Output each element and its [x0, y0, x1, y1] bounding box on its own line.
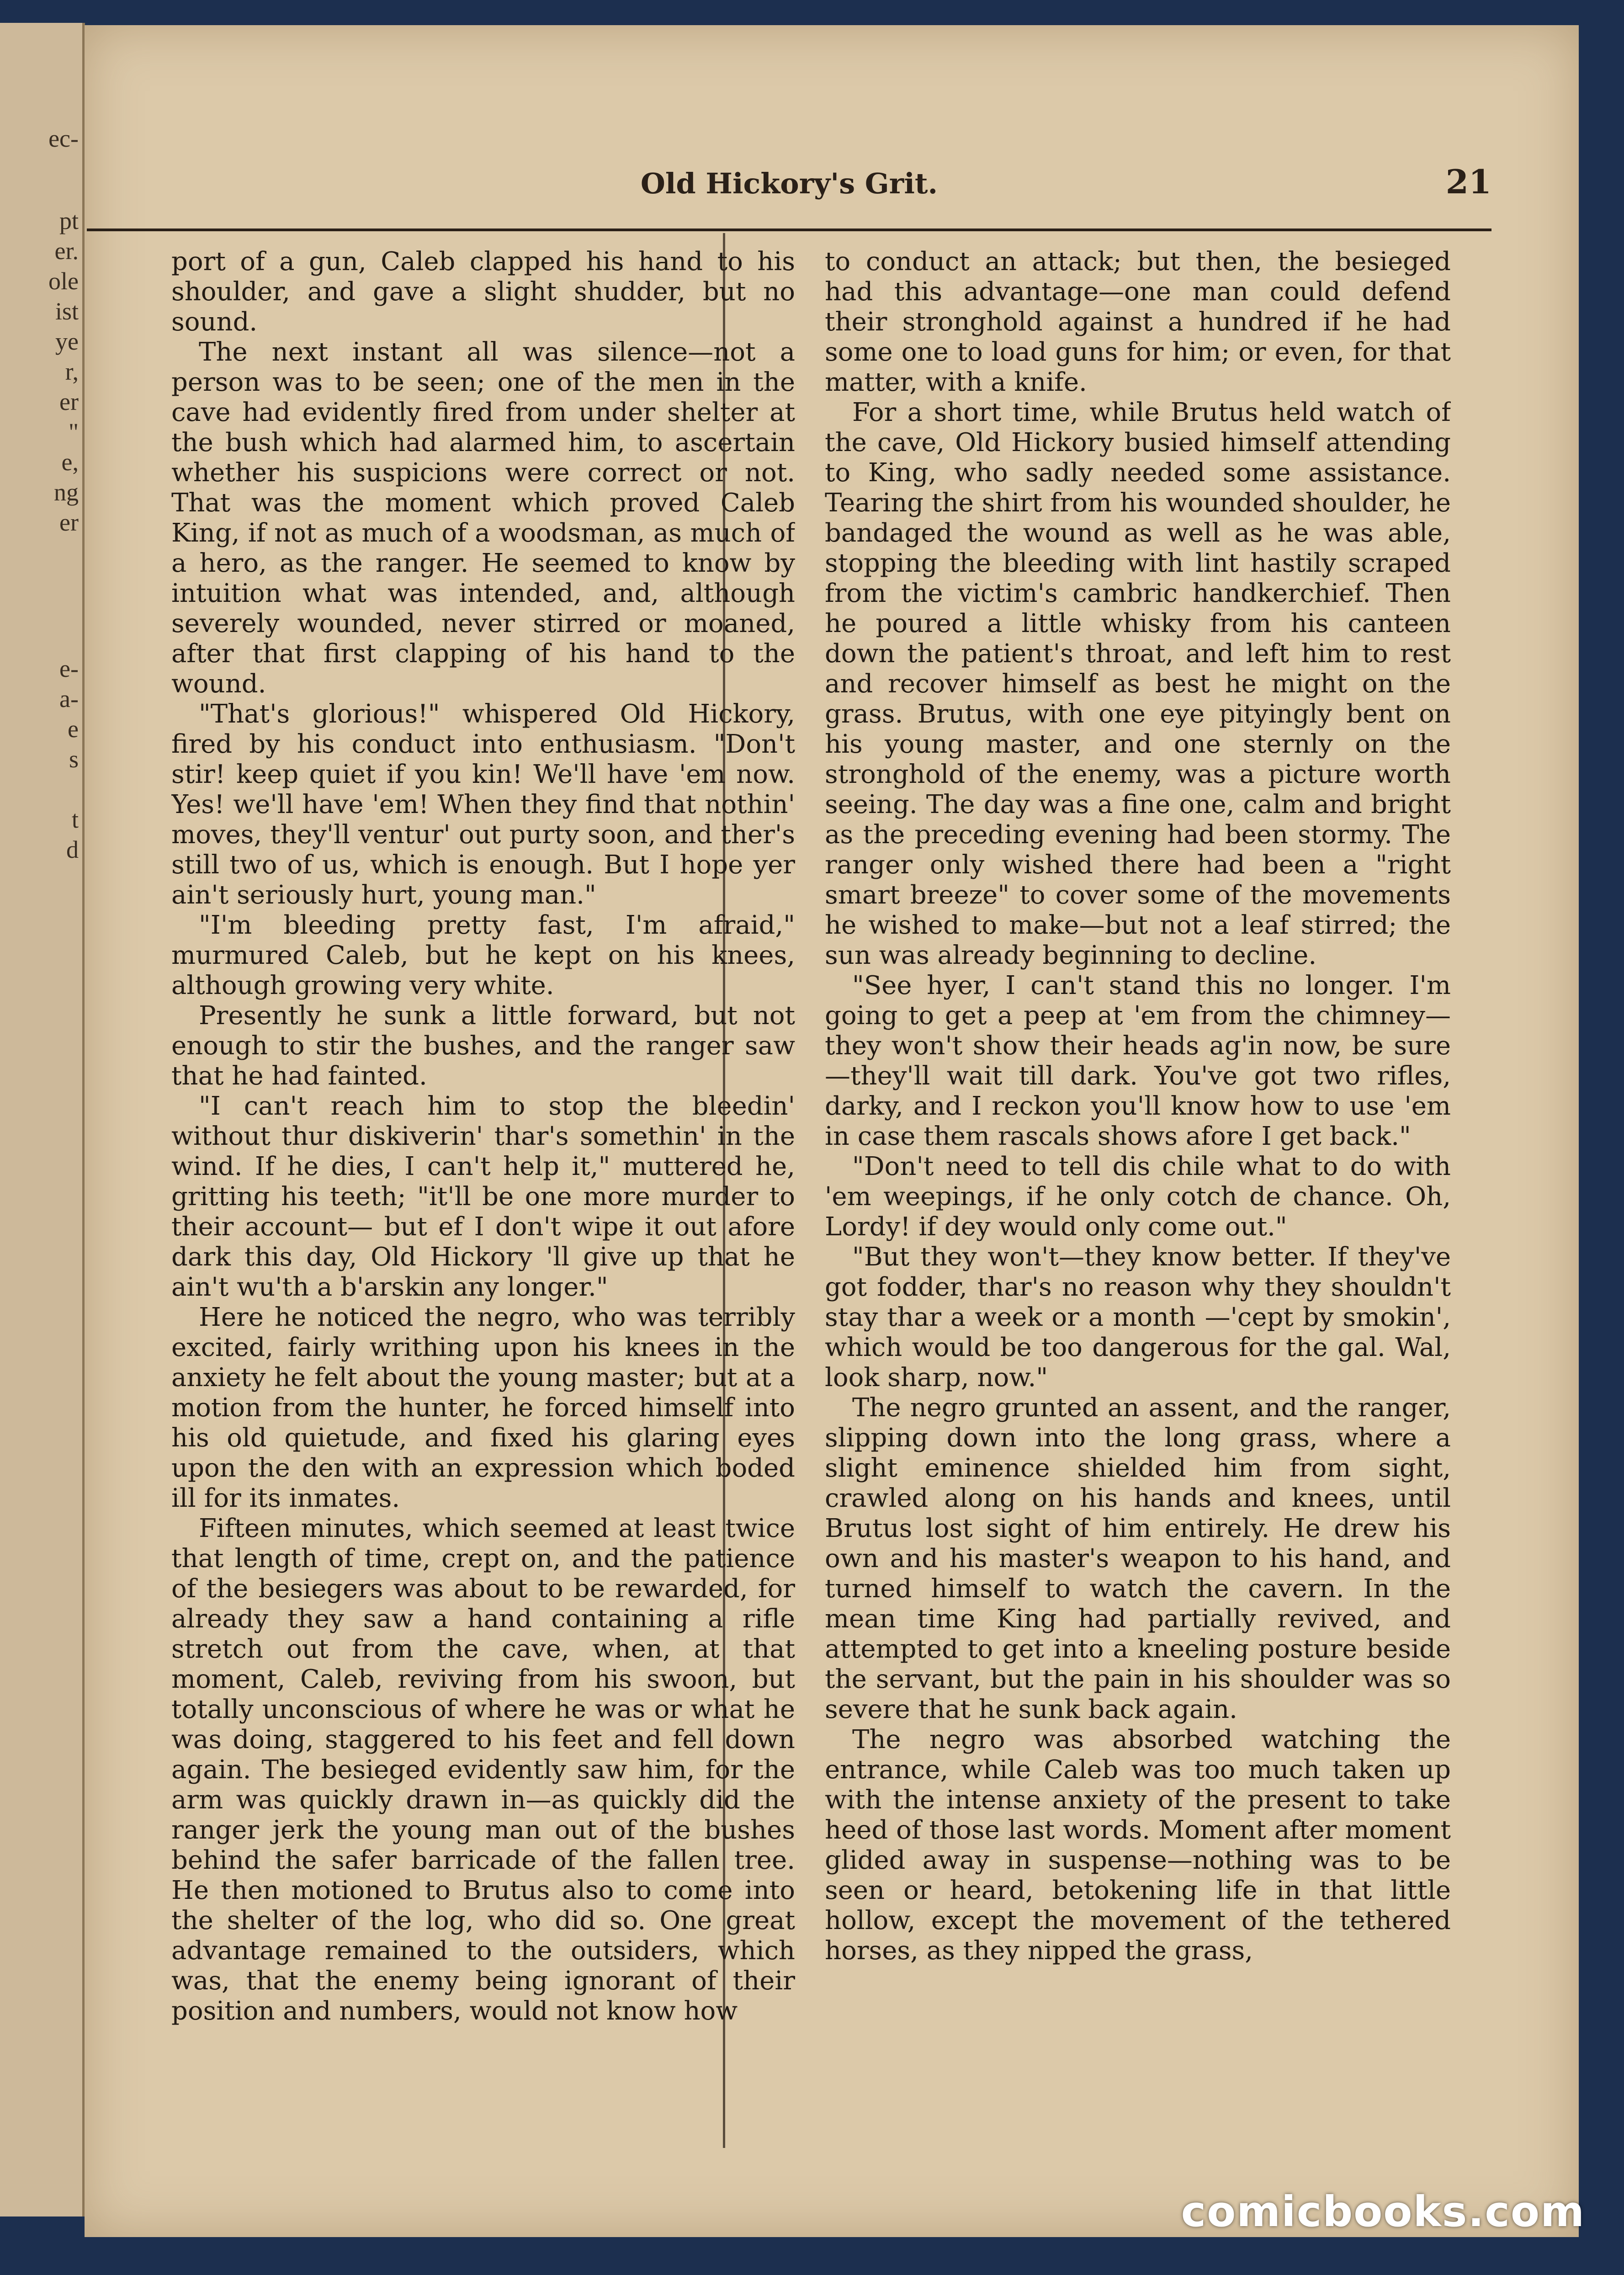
facing-page-fragment: a- — [59, 685, 79, 712]
watermark: comicbooks.com — [1181, 2187, 1585, 2236]
paragraph: Presently he sunk a little forward, but not enough to stir the bushes, and the ranger saw that he had fainted. — [171, 1001, 795, 1091]
paragraph: The negro was absorbed watching the entrance, while Caleb was too much taken up with the intense anxiety of the present to take heed of those last words. Moment after moment glided away in suspense—nothing was to be seen or heard, betokening life in that little hollow, except the movement of the tethered horses, as they nipped the grass, — [825, 1725, 1451, 1966]
facing-page-fragment: er — [59, 509, 79, 536]
facing-page-fragment: ye — [55, 328, 79, 355]
paragraph: Here he noticed the negro, who was terribly excited, fairly writhing upon his knees in the anxiety he felt about the young master; but at a motion from the hunter, he forced himself into his old quietude, and fixed his glaring eyes upon the den with an expression which boded ill for its inmates. — [171, 1302, 795, 1513]
right-text-column — [825, 247, 1451, 2157]
facing-page-fragment: e- — [59, 655, 79, 682]
facing-page-fragment: e — [68, 715, 79, 743]
paragraph: "That's glorious!" whispered Old Hickory, fired by his conduct into enthusiasm. "Don't stir! keep quiet if you kin! We'll have 'em now. Yes! we'll have 'em! When they find that nothin' moves, they'll ventur' out purty soon, and ther's still two of us, which is enough. But I hope yer ain't seriously hurt, young man." — [171, 699, 795, 910]
paragraph: "Don't need to tell dis chile what to do with 'em weepings, if he only cotch de chance. Oh, Lordy! if dey would only come out." — [825, 1152, 1451, 1242]
paragraph: Fifteen minutes, which seemed at least twice that length of time, crept on, and the patience of the besiegers was about to be rewarded, for already they saw a hand containing a rifle stretch out from the cave, when, at that moment, Caleb, reviving from his swoon, but totally unconscious of where he was or what he was doing, staggered to his feet and fell down again. The besieged evidently saw him, for the arm was quickly drawn in—as quickly did the ranger jerk the young man out of the bushes behind the safer barricade of the fallen tree. He then motioned to Brutus also to come into the shelter of the log, who did so. One great advantage remained to the outsiders, which was, that the enemy being ignorant of their position and numbers, would not know how — [171, 1514, 795, 2026]
running-title: Old Hickory's Grit. — [640, 167, 938, 200]
facing-page-fragment: s — [69, 745, 79, 773]
header-rule — [87, 229, 1491, 231]
facing-page-fragment: ec- — [48, 125, 79, 152]
facing-page-fragment: r, — [65, 358, 79, 385]
page-header — [87, 144, 1491, 203]
paragraph: "See hyer, I can't stand this no longer. I'm going to get a peep at 'em from the chimney—they won't show their heads ag'in now, be sure—they'll wait till dark. You've got two rifles, darky, and I reckon you'll know how to use 'em in case them rascals shows afore I get back." — [825, 971, 1451, 1151]
paragraph: The next instant all was silence—not a person was to be seen; one of the men in the cave had evidently fired from under shelter at the bush which had alarmed him, to ascertain whether his suspicions were correct or not. That was the moment which proved Caleb King, if not as much of a woodsman, as much of a hero, as the ranger. He seemed to know by intuition what was intended, and, although severely wounded, never stirred or moaned, after that first clapping of his hand to the wound. — [171, 337, 795, 699]
paragraph: "But they won't—they know better. If they've got fodder, thar's no reason why they shouldn't stay thar a week or a month —'cept by smokin', which would be too dangerous for the gal. Wal, look sharp, now." — [825, 1242, 1451, 1393]
facing-page-fragment: er. — [54, 237, 79, 265]
facing-page-fragment: t — [71, 806, 79, 833]
facing-page-fragment: er — [59, 388, 79, 415]
paragraph: to conduct an attack; but then, the besieged had this advantage—one man could defend their stronghold against a hundred if he had some one to load guns for him; or even, for that matter, with a knife. — [825, 247, 1451, 397]
facing-page-fragment: pt — [59, 207, 79, 234]
paragraph: For a short time, while Brutus held watch of the cave, Old Hickory busied himself attending to King, who sadly needed some assistance. Tearing the shirt from his wounded shoulder, he bandaged the wound as well as he was able, stopping the bleeding with lint hastily scraped from the victim's cambric handkerchief. Then he poured a little whisky from his canteen down the patient's throat, and left him to rest and recover himself as best he might on the grass. Brutus, with one eye pityingly bent on his young master, and one sternly on the stronghold of the enemy, was a picture worth seeing. The day was a fine one, calm and bright as the preceding evening had been stormy. The ranger only wished there had been a "right smart breeze" to cover some of the movements he wished to make—but not a leaf stirred; the sun was already beginning to decline. — [825, 398, 1451, 970]
page-number: 21 — [1445, 162, 1491, 201]
facing-page-fragment: ng — [54, 478, 79, 506]
paragraph: The negro grunted an assent, and the ranger, slipping down into the long grass, where a slight eminence shielded him from sight, crawled along on his hands and knees, until Brutus lost sight of him entirely. He drew his own and his master's weapon to his hand, and turned himself to watch the cavern. In the mean time King had partially revived, and attempted to get into a kneeling posture beside the servant, but the pain in his shoulder was so severe that he sunk back again. — [825, 1393, 1451, 1724]
paragraph: "I'm bleeding pretty fast, I'm afraid," murmured Caleb, but he kept on his knees, although growing very white. — [171, 910, 795, 1000]
facing-page-fragment: d — [66, 836, 79, 863]
paragraph: port of a gun, Caleb clapped his hand to his shoulder, and gave a slight shudder, but no sound. — [171, 247, 795, 337]
facing-page-fragment: ole — [48, 267, 79, 295]
left-text-column — [171, 247, 795, 2157]
facing-page-fragment: " — [68, 418, 79, 446]
facing-page-edge — [0, 23, 85, 2217]
facing-page-fragment: ist — [55, 298, 79, 325]
facing-page-fragment: e, — [61, 448, 79, 476]
paragraph: "I can't reach him to stop the bleedin' without thur diskiverin' thar's somethin' in the wind. If he dies, I can't help it," muttered he, gritting his teeth; "it'll be one more murder to their account— but ef I don't wipe it out afore dark this day, Old Hickory 'll give up that he ain't wu'th a b'arskin any longer." — [171, 1091, 795, 1302]
